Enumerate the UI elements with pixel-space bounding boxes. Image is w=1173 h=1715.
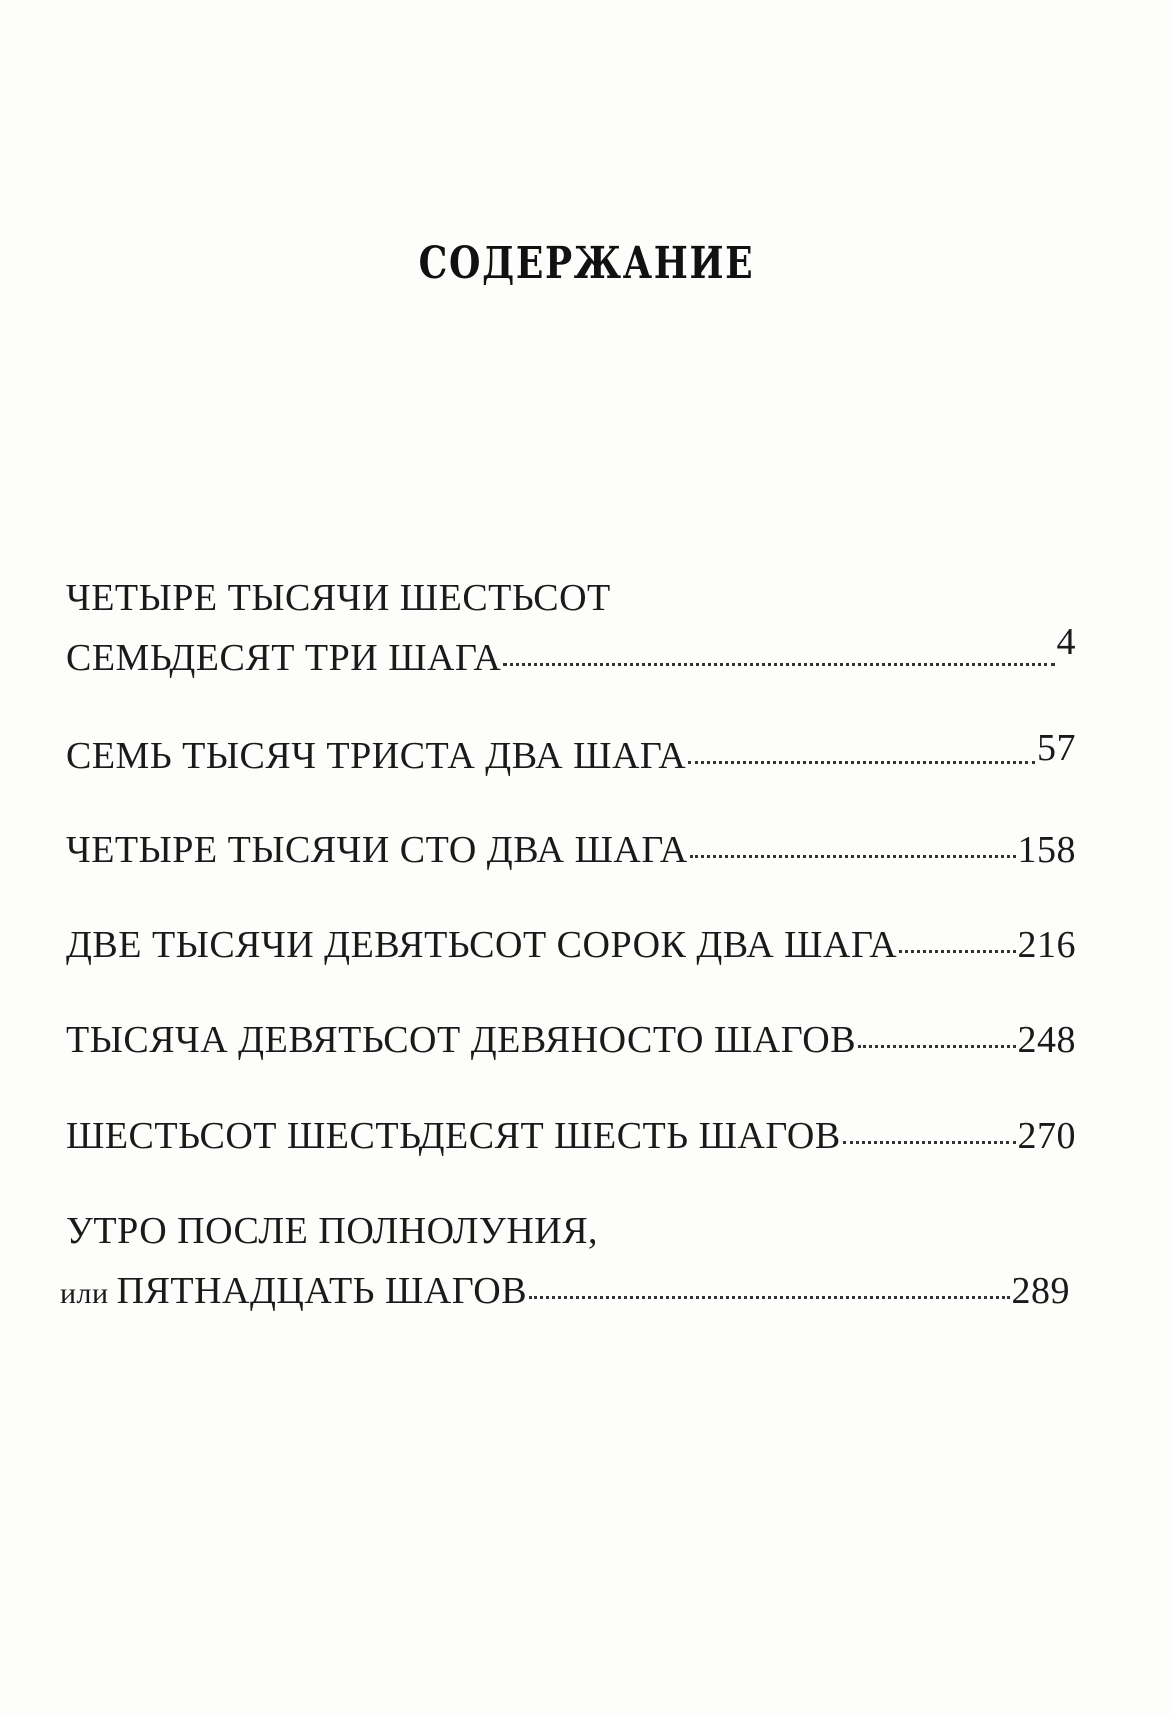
toc-entry-title: ЧЕТЫРЕ ТЫСЯЧИ ШЕСТЬСОТ: [66, 577, 611, 619]
toc-entry-title-continued: СЕМЬДЕСЯТ ТРИ ШАГА: [66, 637, 502, 679]
toc-entry-title: ЧЕТЫРЕ ТЫСЯЧИ СТО ДВА ШАГА: [66, 829, 688, 871]
page-title: СОДЕРЖАНИЕ: [418, 238, 755, 289]
toc-entry-line: [66, 922, 1076, 968]
toc-entry-title: ШЕСТЬСОТ ШЕСТЬДЕСЯТ ШЕСТЬ ШАГОВ: [66, 1115, 841, 1157]
toc-entry-line: [66, 621, 1076, 681]
toc-entry: [66, 827, 1076, 873]
toc-entry: [66, 1113, 1076, 1159]
toc-entry-page: 4: [1056, 621, 1076, 663]
dot-leader: [858, 1045, 1015, 1048]
dot-leader: [899, 950, 1015, 953]
toc-entry-title: СЕМЬ ТЫСЯЧ ТРИСТА ДВА ШАГА: [66, 735, 687, 777]
toc-entry: [66, 727, 1076, 779]
toc-entry-page: 270: [1017, 1115, 1076, 1157]
toc-entry-line: [66, 1017, 1076, 1063]
toc-entry-line: [66, 827, 1076, 873]
toc-entry-prefix: или: [60, 1277, 109, 1310]
toc-entry-subtitle: ПЯТНАДЦАТЬ ШАГОВ: [116, 1270, 528, 1312]
toc-entry-line: [60, 1268, 1070, 1317]
dot-leader: [503, 663, 1054, 666]
toc-entry-title: УТРО ПОСЛЕ ПОЛНОЛУНИЯ,: [66, 1210, 599, 1252]
toc-entry-page: 289: [1011, 1270, 1070, 1312]
toc-entry-page: 57: [1037, 727, 1076, 769]
toc-entry: [66, 922, 1076, 968]
toc-entry-page: 248: [1017, 1019, 1076, 1061]
toc-entry: [60, 1208, 1076, 1317]
dot-leader: [690, 855, 1016, 858]
toc-entry-title-continued: [60, 1268, 527, 1317]
toc-entry-line: [66, 727, 1076, 779]
toc-entry: [66, 575, 1076, 681]
dot-leader: [843, 1141, 1016, 1144]
dot-leader: [688, 761, 1035, 764]
toc-entry-title: ТЫСЯЧА ДЕВЯТЬСОТ ДЕВЯНОСТО ШАГОВ: [66, 1019, 857, 1061]
toc-entry: [66, 1017, 1076, 1063]
toc-entry-line: [66, 1113, 1076, 1159]
toc-entry-page: 158: [1017, 829, 1076, 871]
dot-leader: [529, 1296, 1009, 1299]
toc-entry-line: [66, 575, 1076, 621]
toc-entry-line: [66, 1208, 1076, 1254]
toc-entry-page: 216: [1017, 924, 1076, 966]
toc-entry-title: ДВЕ ТЫСЯЧИ ДЕВЯТЬСОТ СОРОК ДВА ШАГА: [66, 924, 898, 966]
